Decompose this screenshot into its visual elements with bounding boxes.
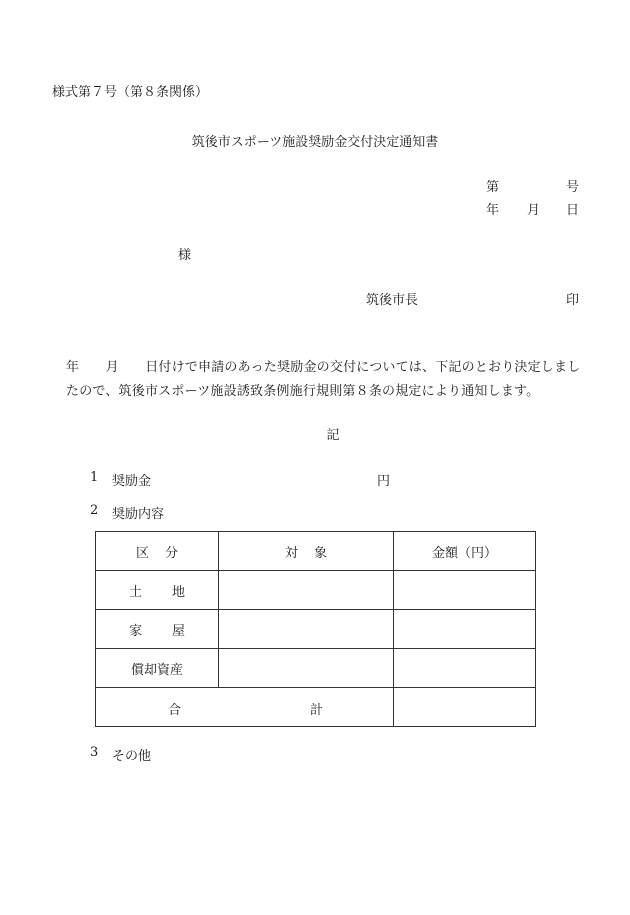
header-category: 区分 bbox=[96, 532, 219, 571]
date-day: 日 bbox=[566, 203, 580, 218]
item-1-label: 奨励金 bbox=[112, 474, 152, 489]
total-label bbox=[96, 688, 394, 727]
item-2-label: 奨励内容 bbox=[112, 507, 165, 522]
notice-paragraph: 年 月 日付けで申請のあった奨励金の交付については、下記のとおり決定しましたので、筑後市スポーツ施設誘致条例施行規則第８条の規定により通知します。 bbox=[66, 360, 581, 399]
row-amount bbox=[394, 649, 536, 688]
header-target: 対象 bbox=[219, 532, 394, 571]
form-number: 様式第７号（第８条関係） bbox=[52, 85, 209, 100]
total-amount bbox=[394, 688, 536, 727]
row-category: 土地 bbox=[96, 571, 219, 610]
table-total-row bbox=[96, 688, 536, 727]
grant-details-table bbox=[95, 531, 536, 727]
seal-mark: 印 bbox=[566, 293, 580, 308]
item-3-label: その他 bbox=[112, 749, 152, 764]
sender-name: 筑後市長 bbox=[366, 293, 419, 308]
header-amount: 金額（円） bbox=[394, 532, 536, 571]
date-year: 年 bbox=[486, 203, 500, 218]
date-month: 月 bbox=[527, 203, 541, 218]
table-header-row bbox=[96, 532, 536, 571]
row-target bbox=[219, 649, 394, 688]
ki-heading: 記 bbox=[326, 428, 340, 443]
total-label-right: 計 bbox=[310, 703, 324, 718]
item-2-number: 2 bbox=[90, 503, 99, 518]
row-target bbox=[219, 610, 394, 649]
item-1-number: 1 bbox=[90, 470, 99, 485]
row-category: 家屋 bbox=[96, 610, 219, 649]
row-amount bbox=[394, 610, 536, 649]
document-title: 筑後市スポーツ施設奨励金交付決定通知書 bbox=[191, 135, 439, 150]
table-row bbox=[96, 649, 536, 688]
table-row bbox=[96, 571, 536, 610]
item-3-number: 3 bbox=[90, 745, 99, 760]
row-target bbox=[219, 571, 394, 610]
doc-number-prefix: 第 bbox=[486, 180, 500, 195]
item-1-unit: 円 bbox=[377, 474, 391, 489]
total-label-left: 合 bbox=[168, 703, 182, 718]
doc-number-suffix: 号 bbox=[566, 180, 580, 195]
table-row bbox=[96, 610, 536, 649]
addressee-honorific: 様 bbox=[178, 248, 192, 263]
row-category: 償却資産 bbox=[96, 649, 219, 688]
row-amount bbox=[394, 571, 536, 610]
